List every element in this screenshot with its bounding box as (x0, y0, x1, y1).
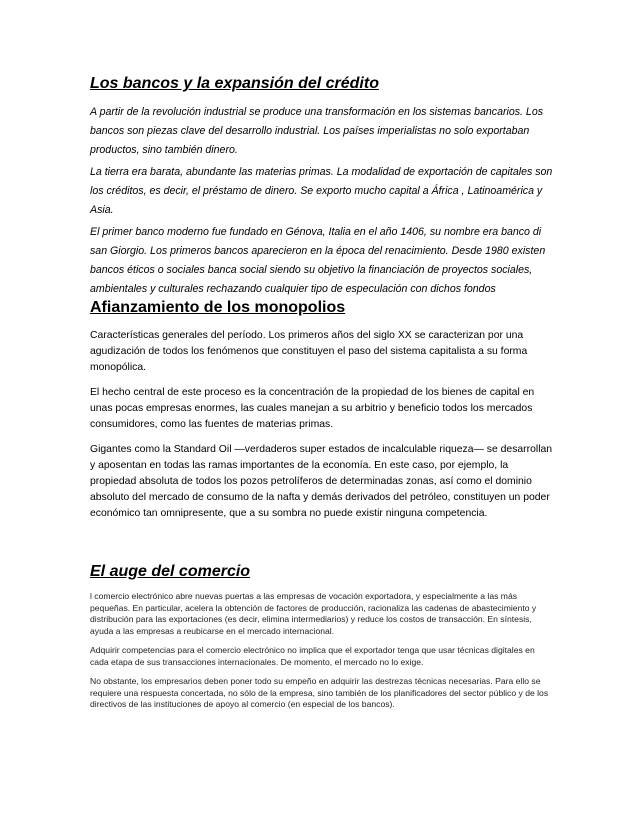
paragraph: Adquirir competencias para el comercio electrónico no implica que el exportador tenga que usar técnicas digitales en cada etapa de sus transacciones internacionales. De momento, el mercado no lo exige. (90, 645, 535, 667)
paragraph: l comercio electrónico abre nuevas puertas a las empresas de vocación exportadora, y especialmente a las más pequeñas. En particular, acelera la obtención de factores de producción, racionaliza las cadenas de abastecimiento y distribución para las exportaciones (es decir, elimina intermediarios) y reduce los costos de transacción. En síntesis, ayuda a las empresas a reubicarse en el mercado internacional. (90, 591, 537, 636)
paragraph: Características generales del período. Los primeros años del siglo XX se caracterizan por una agudización de todos los fenómenos que constituyen el paso del sistema capitalista a su forma monopólica. (90, 330, 528, 373)
paragraph: La tierra era barata, abundante las materias primas. La modalidad de exportación de capitales son los créditos, es decir, el préstamo de dinero. Se exporto mucho capital a África , Latinoamérica y Asia. (90, 166, 553, 216)
section-bancos (90, 74, 554, 302)
section-monopolios (90, 298, 554, 531)
paragraph: A partir de la revolución industrial se produce una transformación en los sistemas bancarios. Los bancos son piezas clave del desarrollo industrial. Los países imperialistas no solo exportaban productos, sino también dinero. (90, 106, 544, 156)
section-heading: Los bancos y la expansión del crédito (90, 75, 379, 92)
section-heading: Afianzamiento de los monopolios (90, 299, 346, 316)
section-comercio (90, 562, 554, 719)
paragraph: Gigantes como la Standard Oil —verdaderos super estados de incalculable riqueza— se desarrollan y aposentan en todas las ramas importantes de la economía. En este caso, por ejemplo, la propiedad absoluta de todos los pozos petrolíferos de determinadas zonas, así como el dominio absoluto del mercado de consumo de la nafta y demás derivados del petróleo, constituyen un poder económico tan omnipresente, que a su sombra no puede existir ninguna competencia. (90, 444, 553, 519)
section-heading: El auge del comercio (90, 563, 251, 580)
paragraph: El hecho central de este proceso es la concentración de la propiedad de los bienes de capital en unas pocas empresas enormes, las cuales manejan a su arbitrio y beneficio todos los mercados consumidores, como las fuentes de materias primas. (90, 387, 535, 430)
paragraph: No obstante, los empresarios deben poner todo su empeño en adquirir las destrezas técnicas necesarias. Para ello se requiere una respuesta concertada, no sólo de la empresa, sino también de los planificadores del sector público y de los directivos de las instituciones de apoyo al comercio (en especial de los bancos). (90, 676, 549, 709)
paragraph: El primer banco moderno fue fundado en Génova, Italia en el año 1406, su nombre era banco di san Giorgio. Los primeros bancos aparecieron en la época del renacimiento. Desde 1980 existen bancos éticos o sociales banca social siendo su objetivo la financiación de proyectos sociales, ambientales y culturales rechazando cualquier tipo de especulación con dichos fondos (90, 226, 546, 295)
